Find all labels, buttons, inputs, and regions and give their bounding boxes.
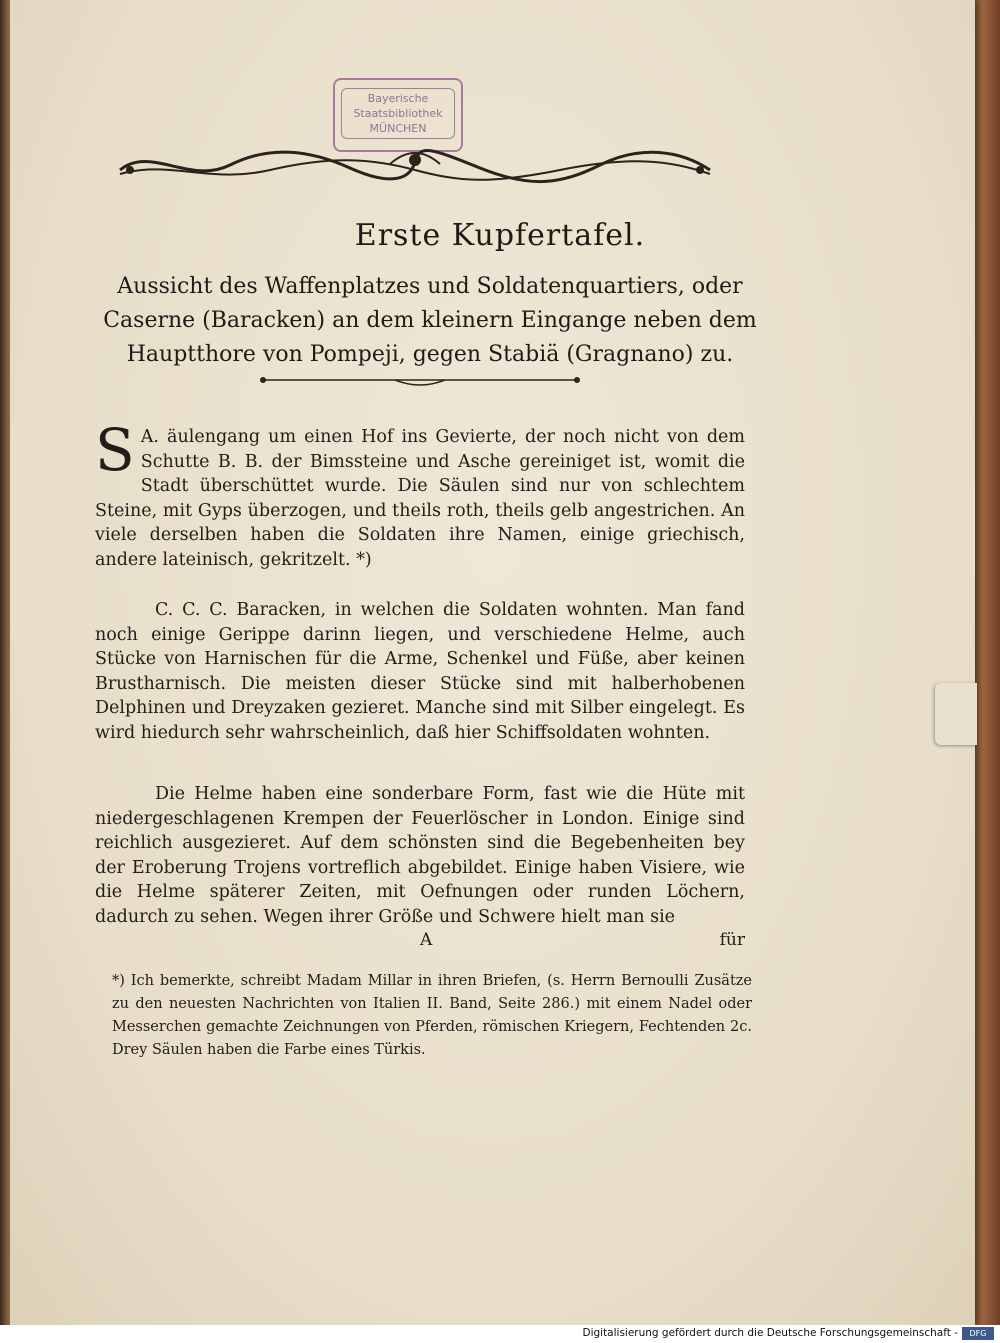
footnote: *) Ich bemerkte, schreibt Madam Millar in ihren Briefen, (s. Herrn Bernoulli Zusätze zu den neuesten Nachrichten von Italien II. Band, Seite 286.) mit einem Nadel oder Messerchen gemachte Zeichnungen von Pferden, römischen Kriegern, Fechtenden 2c. Drey Säulen haben die Farbe eines Türkis. — [112, 973, 752, 1058]
stamp-line-3: MÜNCHEN — [369, 122, 427, 135]
catchword: für — [719, 930, 745, 950]
paragraph-helmets: Die Helme haben eine sonderbare Form, fast wie die Hüte mit niedergeschlagenen Krempen der Feuerlöscher in London. Einige sind reichlich ausgezieret. Auf dem schönsten sind die Begebenheiten bey der Eroberung Trojens vortreflich abgebildet. Einige haben Visiere, wie die Helme späterer Zeiten, mit Oefnungen oder runden Löchern, dadurch zu sehen. Wegen ihrer Größe und Schwere hielt man sie — [95, 784, 745, 927]
book-cover-edge — [972, 0, 1000, 1343]
ornament-headpiece-icon — [110, 140, 720, 190]
stamp-line-1: Bayerische — [367, 92, 429, 105]
digitization-credit: Digitalisierung gefördert durch die Deutsche Forschungsgemeinschaft - — [582, 1327, 958, 1339]
initial-letter: S — [95, 416, 135, 484]
divider-ornament-icon — [255, 370, 585, 390]
signature-mark: A — [420, 930, 433, 950]
paragraph-text: äulengang um einen Hof ins Gevierte, der noch nicht von dem Schutte B. B. der Bimssteine und Asche gereiniget ist, womit die Stadt überschüttet wurde. Die Säulen sind nur von schlechtem Steine, mit Gyps überzogen, und theils roth, theils gelb angestrichen. An viele derselben haben die Soldaten ihre Namen, einige griechisch, andere lateinisch, gekritzelt. *) — [95, 427, 745, 570]
stamp-line-2: Staatsbibliothek — [353, 107, 443, 120]
catchline — [95, 930, 745, 950]
paragraph-ccc: C. C. C. Baracken, in welchen die Soldaten wohnten. Man fand noch einige Gerippe darinn liegen, und verschiedene Helme, auch Stücke von Harnischen für die Arme, Schenkel und Füße, aber keinen Brustharnisch. Die meisten dieser Stücke sind mit halberhobenen Delphinen und Dreyzaken gezieret. Manche sind mit Silber eingelegt. Es wird hiedurch sehr wahrscheinlich, daß hier Schiffsoldaten wohnten. — [95, 600, 745, 743]
page-subtitle: Aussicht des Waffenplatzes und Soldatenquartiers, oder Caserne (Baracken) an dem kleinern Eingange neben dem Hauptthore von Pompeji, gegen Stabiä (Gragnano) zu. — [103, 274, 757, 367]
page-tab — [935, 683, 977, 745]
paragraph-label: A. — [140, 427, 159, 447]
paragraph-a — [95, 416, 745, 573]
page-title: Erste Kupfertafel. — [354, 218, 646, 253]
dfg-logo: DFG — [962, 1327, 994, 1340]
